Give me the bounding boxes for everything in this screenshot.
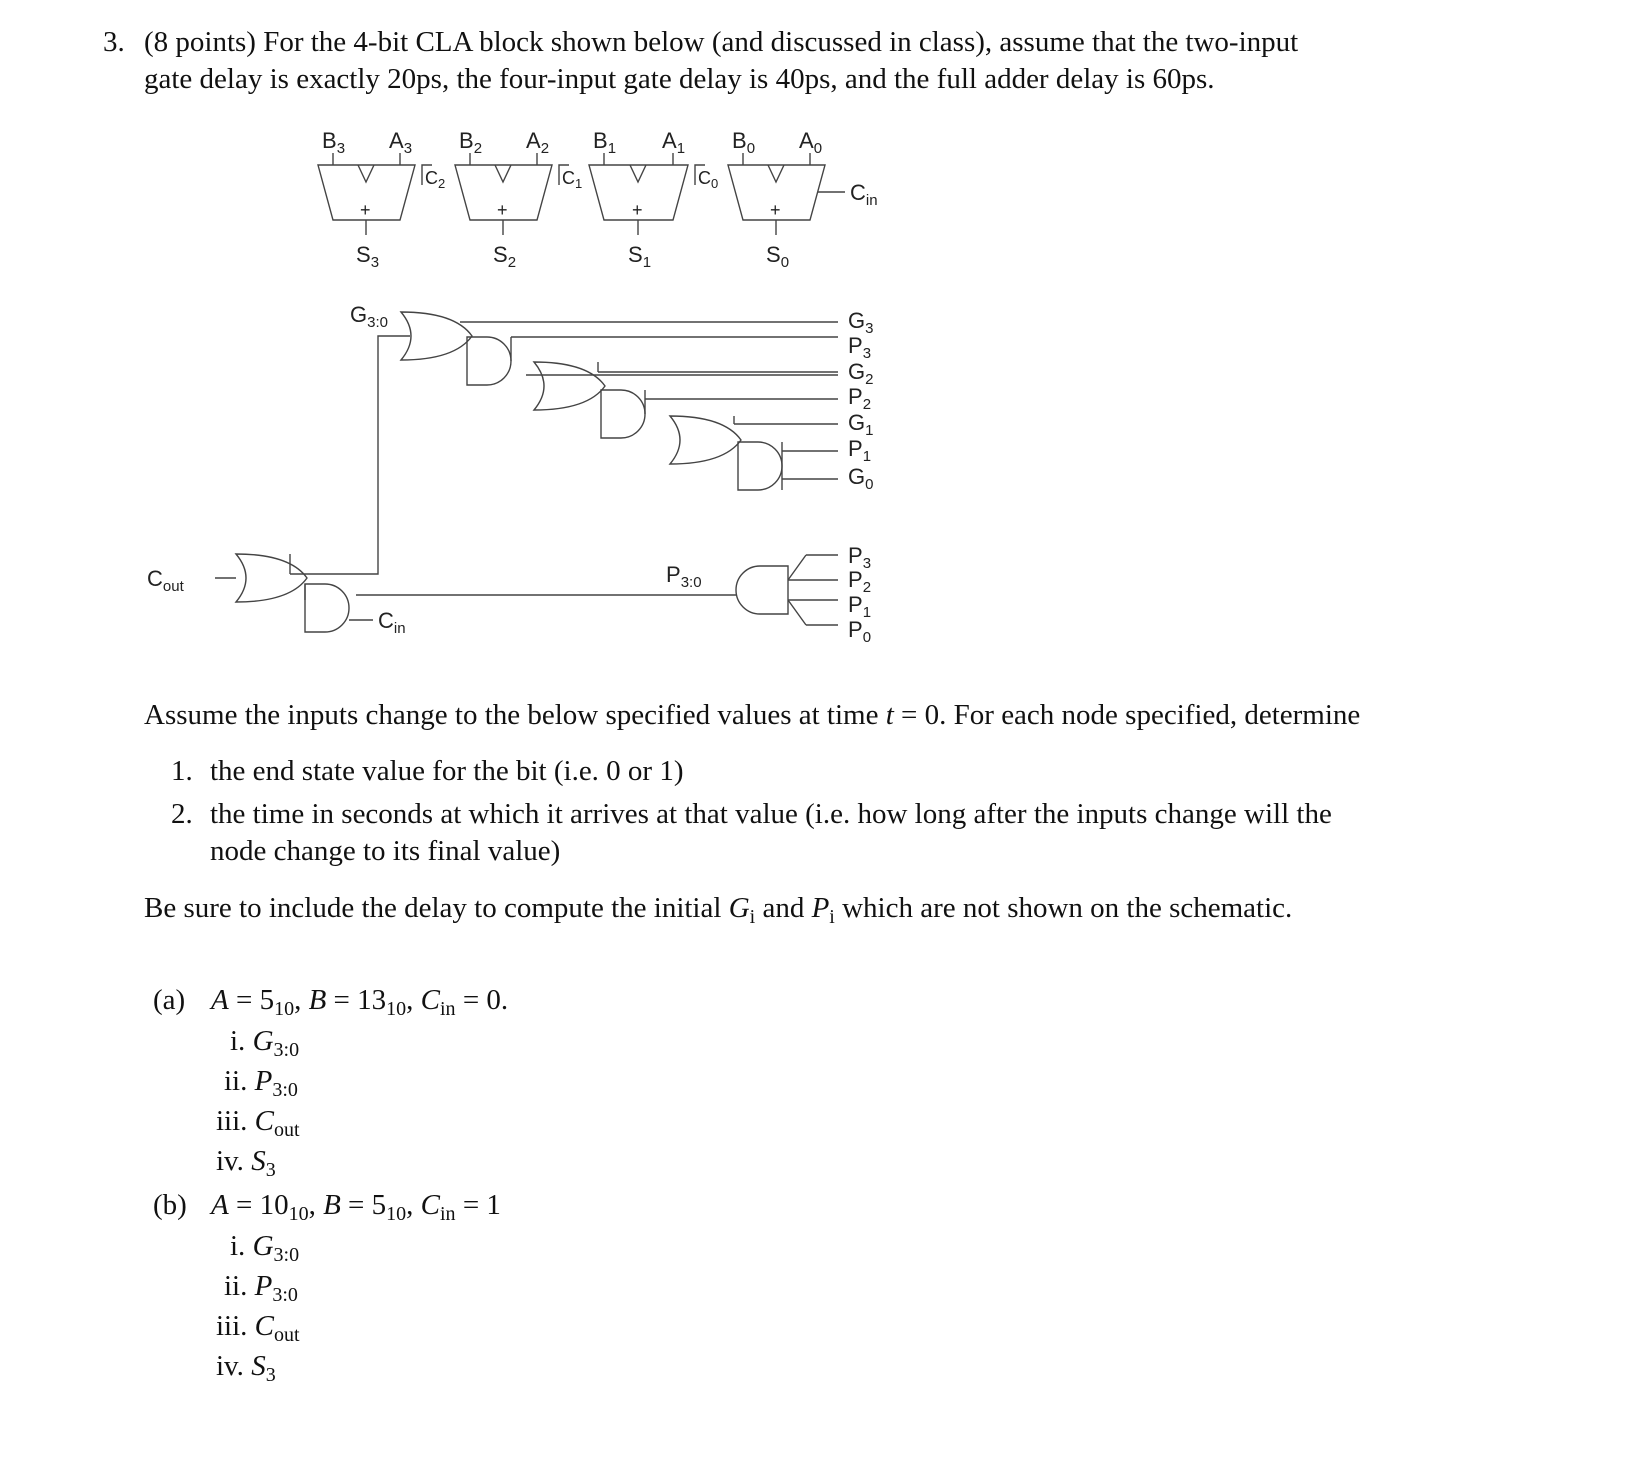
adder-plus-1: + (632, 200, 643, 220)
sum-label-s2: $S_2$ (493, 242, 517, 271)
carry-label-c0: $C_0$ (698, 168, 719, 191)
assume-t: t (885, 699, 894, 731)
note-p: P (811, 892, 830, 924)
part-a-item-2: ii. $P_{3:0}$ (224, 1065, 298, 1101)
or-gate-g3 (401, 312, 472, 360)
part-b-item-4: iv. $S_3$ (216, 1350, 276, 1386)
gp-label-p2: $P_2$ (848, 384, 872, 413)
assume-post: = 0. For each node specified, determine (901, 699, 1361, 731)
part-b-item-2: ii. $P_{3:0}$ (224, 1270, 298, 1306)
g30-label: $G_{3:0}$ (350, 302, 388, 331)
list-text-2-cont: node change to its final value) (210, 835, 561, 867)
or-gate-g2 (534, 362, 605, 410)
wire-g30-out (290, 336, 410, 574)
and4-gate-p30 (736, 566, 788, 614)
gp-label-g2: $G_2$ (848, 359, 874, 388)
note-g: G (728, 892, 750, 924)
and-gate-p3 (467, 337, 511, 385)
note-p-sub: i (829, 906, 835, 928)
cla-diagram (0, 0, 1648, 680)
part-a-condition: $A = 5_{10}$, $B = 13_{10}$, $C_{in} = 0$. (211, 984, 509, 1020)
full-adder-1-notch (630, 165, 646, 182)
full-adder-3-notch (358, 165, 374, 182)
p-label-p0: $P_0$ (848, 617, 872, 646)
input-label-a3: $A_3$ (389, 128, 413, 157)
input-label-a2: $A_2$ (526, 128, 550, 157)
gp-label-g1: $G_1$ (848, 410, 874, 439)
gp-label-g0: $G_0$ (848, 464, 874, 493)
adder-plus-0: + (770, 200, 781, 220)
problem-number: 3. (103, 26, 125, 58)
input-label-b3: $B_3$ (322, 128, 346, 157)
part-b-condition: $A = 10_{10}$, $B = 5_{10}$, $C_{in} = 1$ (211, 1189, 501, 1225)
assume-pre: Assume the inputs change to the below specified values at time (144, 699, 879, 731)
part-b-item-1: i. $G_{3:0}$ (230, 1230, 300, 1266)
full-adder-2-notch (495, 165, 511, 182)
p-label-p2: $P_2$ (848, 567, 872, 596)
part-a-item-3: iii. $C_{out}$ (216, 1105, 300, 1141)
gp-label-p1: $P_1$ (848, 436, 872, 465)
sum-label-s3: $S_3$ (356, 242, 380, 271)
cin-label: $C_{in}$ (850, 180, 878, 209)
part-a-item-4: iv. $S_3$ (216, 1145, 276, 1181)
or-gate-cout (236, 554, 307, 602)
carry-label-c1: $C_1$ (562, 168, 583, 191)
full-adder-0-notch (768, 165, 784, 182)
gp-label-p3: $P_3$ (848, 333, 872, 362)
and-gate-cin (305, 584, 349, 632)
p-label-p1: $P_1$ (848, 592, 872, 621)
input-label-b0: $B_0$ (732, 128, 756, 157)
sum-label-s1: $S_1$ (628, 242, 652, 271)
list-num-2: 2. (171, 798, 193, 830)
note-pre: Be sure to include the delay to compute the initial (144, 892, 722, 924)
part-a-label: (a) (153, 984, 186, 1016)
wire-p0-bend (788, 600, 806, 625)
carry-label-c2: $C_2$ (425, 168, 446, 191)
assume-paragraph (144, 697, 1360, 734)
adder-plus-2: + (497, 200, 508, 220)
list-num-1: 1. (171, 755, 193, 787)
gp-label-g3: $G_3$ (848, 308, 874, 337)
or-gate-g1 (670, 416, 741, 464)
list-text-1: the end state value for the bit (i.e. 0 or 1) (210, 755, 684, 787)
part-b-label: (b) (153, 1189, 187, 1221)
sum-label-s0: $S_0$ (766, 242, 790, 271)
part-b-item-3: iii. $C_{out}$ (216, 1310, 300, 1346)
input-label-a0: $A_0$ (799, 128, 823, 157)
cout-label: $C_{out}$ (147, 566, 184, 595)
and-gate-p1 (738, 442, 782, 490)
note-g-sub: i (749, 906, 756, 928)
note-and: and (762, 892, 805, 924)
and-gate-p2 (601, 390, 645, 438)
p-label-p3: $P_3$ (848, 543, 872, 572)
part-a-item-1: i. $G_{3:0}$ (230, 1025, 300, 1061)
input-label-a1: $A_1$ (662, 128, 686, 157)
cin-bottom-label: $C_{in}$ (378, 608, 406, 637)
problem-statement-line2: gate delay is exactly 20ps, the four-input gate delay is 40ps, and the full adder delay is 60ps. (144, 63, 1215, 95)
input-label-b1: $B_1$ (593, 128, 617, 157)
p30-label: $P_{3:0}$ (666, 562, 702, 591)
problem-statement-line1: (8 points) For the 4-bit CLA block shown below (and discussed in class), assume that the two-input (144, 26, 1299, 58)
list-text-2: the time in seconds at which it arrives at that value (i.e. how long after the inputs change will the (210, 798, 1332, 830)
note-post: which are not shown on the schematic. (842, 892, 1293, 924)
input-label-b2: $B_2$ (459, 128, 483, 157)
adder-plus-3: + (360, 200, 371, 220)
note-paragraph (144, 890, 1292, 936)
wire-p3-bend (788, 555, 806, 580)
